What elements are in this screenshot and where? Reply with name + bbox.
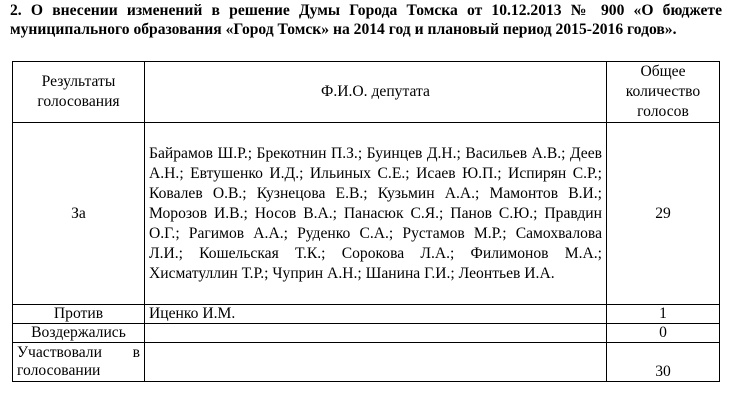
table-row (13, 324, 720, 343)
row-total-for: 29 (607, 123, 720, 305)
table-row (13, 343, 720, 382)
row-names-abstained (145, 324, 607, 343)
row-result-participated: Участвовали в голосовании (13, 343, 145, 382)
table-header-row (13, 62, 720, 123)
row-names-for: Байрамов Ш.Р.; Брекотнин П.З.; Буинцев Д.Н.; Васильев А.В.; Деев А.Н.; Евтушенко И.Д.; Ильиных С.Е.; Исаев Ю.П.; Испирян С.Р.; Ковалев О.В.; Кузнецова Е.В.; Кузьмин А.А.; Мамонтов В.И.; Морозов И.В.; Носов В.А.; Панасюк С.Я.; Панов С.Ю.; Правдин О.Г.; Рагимов А.А.; Руденко С.А.; Рустамов М.Р.; Самохвалова Л.И.; Кошельская Т.К.; Сорокова Л.А.; Филимонов М.А.; Хисматуллин Т.Р.; Чуприн А.Н.; Шанина Г.И.; Леонтьев И.А. (145, 123, 607, 305)
row-total-participated: 30 (607, 343, 720, 382)
table-row (13, 123, 720, 305)
header-result: Результаты голосования (13, 62, 145, 123)
row-result-against: Против (13, 305, 145, 324)
voting-results-table (12, 61, 720, 382)
row-total-against: 1 (607, 305, 720, 324)
row-result-abstained: Воздержались (13, 324, 145, 343)
header-names: Ф.И.О. депутата (145, 62, 607, 123)
row-result-for: За (13, 123, 145, 305)
row-total-abstained: 0 (607, 324, 720, 343)
row-names-against: Иценко И.М. (145, 305, 607, 324)
header-total: Общее количество голосов (607, 62, 720, 123)
row-names-participated (145, 343, 607, 382)
item-heading: 2. О внесении изменений в решение Думы Города Томска от 10.12.2013 № 900 «О бюджете муниципального образования «Город Томск» на 2014 год и плановый период 2015-2016 годов». (10, 2, 722, 38)
table-row (13, 305, 720, 324)
